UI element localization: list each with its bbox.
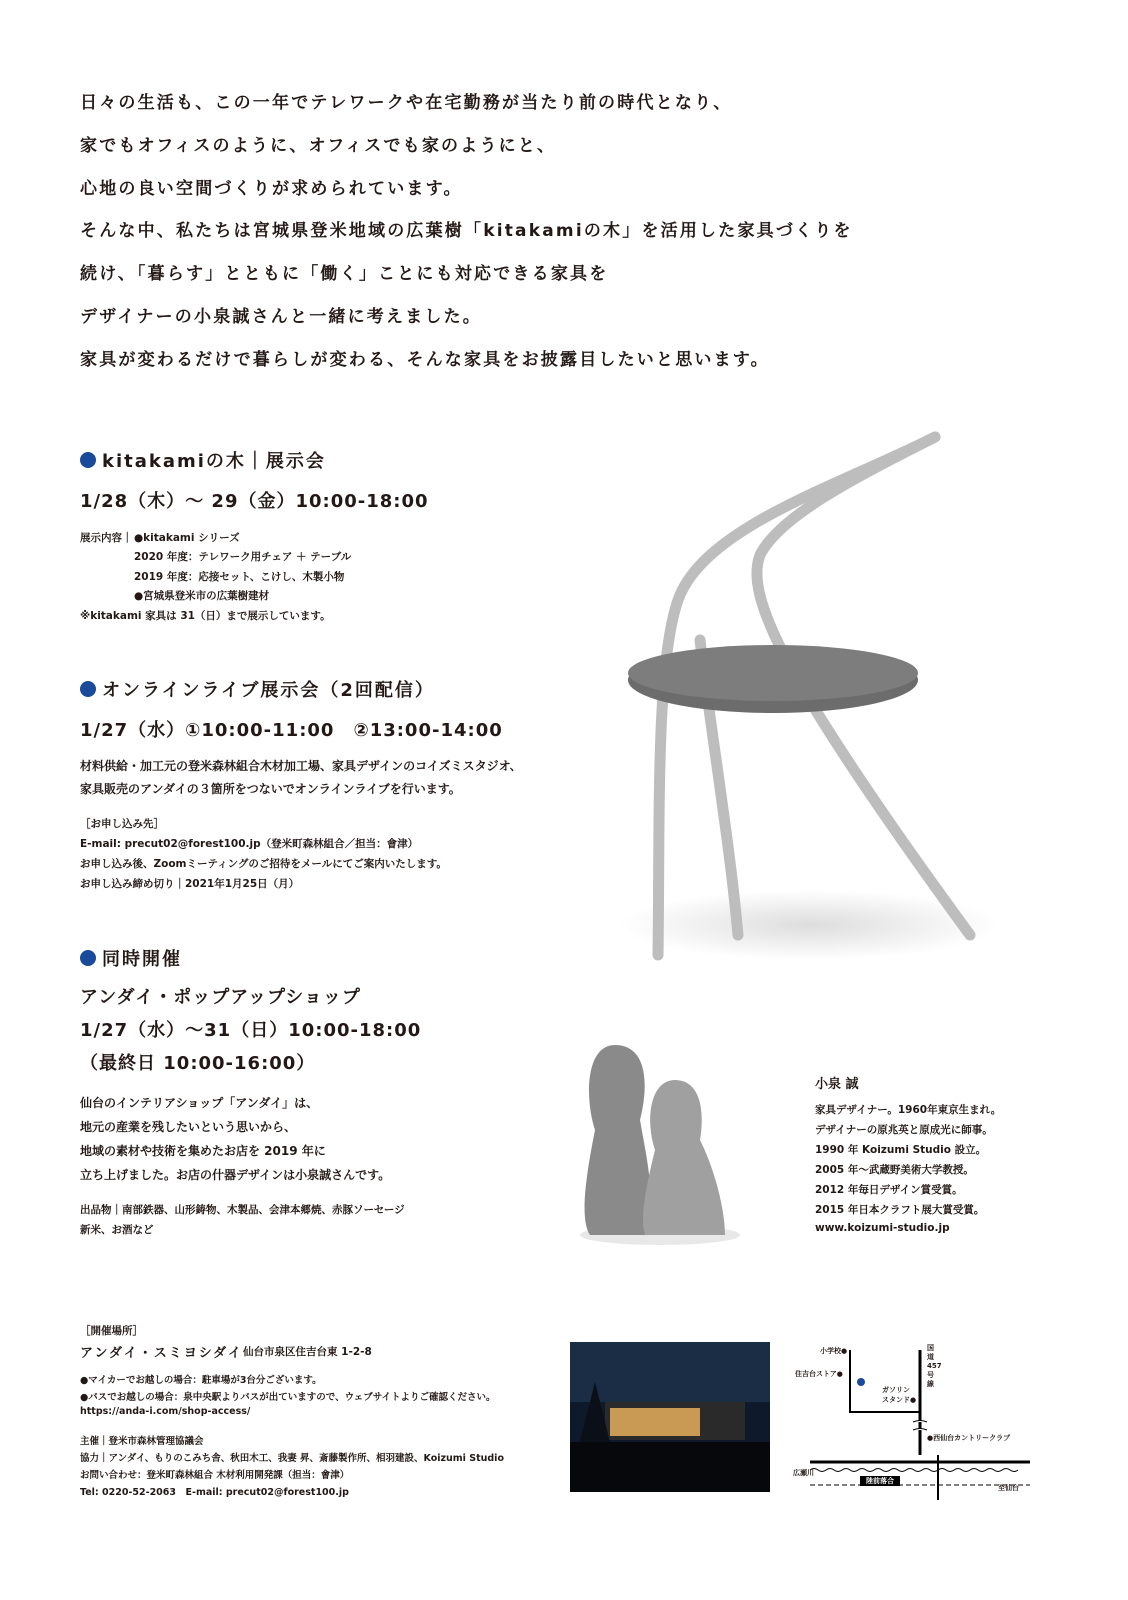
intro-line: 家具が変わるだけで暮らしが変わる、そんな家具をお披露目したいと思います。: [80, 350, 770, 370]
credit-tel-email: Tel: 0220-52-2063 E-mail: precut02@forest100.jp: [80, 1487, 349, 1498]
apply-email[interactable]: E-mail: precut02@forest100.jp（登米町森林組合／担当：會津）: [80, 838, 419, 850]
access-map: [790, 1340, 1030, 1500]
intro-line: デザイナーの小泉誠さんと一緒に考えました。: [80, 307, 483, 327]
popup-subtitle: アンダイ・ポップアップショップ: [80, 987, 361, 1008]
intro-line: 日々の生活も、この一年でテレワークや在宅勤務が当たり前の時代となり、: [80, 93, 733, 113]
map-label-gas: ガソリン: [882, 1386, 910, 1394]
popup-title: 同時開催: [102, 949, 182, 970]
venue-address: 仙台市泉区住吉台東 1-2-8: [243, 1346, 372, 1358]
profile-website-link[interactable]: www.koizumi-studio.jp: [815, 1222, 950, 1234]
popup-desc: 立ち上げました。お店の什器デザインは小泉誠さんです。: [80, 1168, 391, 1182]
map-label-school: 小学校●: [820, 1347, 848, 1355]
access-bus: ●バスでお越しの場合：泉中央駅よりバスが出ていますので、ウェブサイトよりご確認ください。: [80, 1392, 496, 1403]
credit-organizer: 主催｜登米市森林管理協議会: [80, 1436, 204, 1447]
apply-label: ［お申し込み先］: [80, 818, 164, 830]
access-car: ●マイカーでお越しの場合：駐車場が3台分ございます。: [80, 1375, 322, 1386]
exhibition-note: ※kitakami 家具は 31（日）まで展示しています。: [80, 610, 331, 622]
map-label-river: 広瀬川: [793, 1469, 814, 1477]
profile-line: 2012 年毎日デザイン賞受賞。: [815, 1184, 963, 1196]
popup-goods: 出品物｜南部鉄器、山形鋳物、木製品、会津本郷焼、赤豚ソーセージ: [80, 1204, 405, 1216]
profile-line: 1990 年 Koizumi Studio 設立。: [815, 1144, 987, 1156]
map-label-route: 国道457号線: [927, 1344, 942, 1388]
venue-label: ［開催場所］: [80, 1325, 143, 1337]
online-desc: 家具販売のアンダイの３箇所をつないでオンラインライブを行います。: [80, 782, 461, 796]
profile-line: 2015 年日本クラフト展大賞受賞。: [815, 1204, 985, 1216]
venue-name: アンダイ・スミヨシダイ: [80, 1346, 243, 1361]
map-label-gas: スタンド●: [882, 1396, 917, 1404]
credit-contact: お問い合わせ：登米町森林組合 木材利用開発課（担当：會津）: [80, 1470, 350, 1481]
popup-desc: 仙台のインテリアショップ「アンダイ」は、: [80, 1096, 319, 1110]
popup-desc: 地域の素材や技術を集めたお店を 2019 年に: [80, 1144, 326, 1158]
profile-name: 小泉 誠: [815, 1077, 859, 1092]
exhibition-title: kitakamiの木｜展示会: [102, 451, 326, 472]
access-link[interactable]: https://anda-i.com/shop-access/: [80, 1406, 251, 1417]
online-title: オンラインライブ展示会（2回配信）: [102, 680, 435, 701]
exhibition-heading: [80, 447, 326, 473]
popup-desc: 地元の産業を残したいという思いから、: [80, 1120, 297, 1134]
intro-line: 続け、「暮らす」とともに「働く」ことにも対応できる家具を: [80, 264, 609, 284]
profile-line: デザイナーの原兆英と原成光に師事。: [815, 1124, 993, 1136]
popup-date-last: （最終日 10:00-16:00）: [80, 1053, 316, 1074]
map-label-store: 住吉台ストア●: [795, 1370, 843, 1378]
map-label-sendai: 至仙台: [998, 1484, 1019, 1492]
apply-deadline: お申し込み締め切り｜2021年1月25日（月）: [80, 878, 300, 890]
map-label-station: 陸前落合: [860, 1476, 900, 1486]
online-desc: 材料供給・加工元の登米森林組合木材加工場、家具デザインのコイズミスタジオ、: [80, 759, 522, 773]
online-heading: [80, 676, 435, 702]
bullet-dot-icon: [80, 950, 96, 966]
map-label-club: ●西仙台カントリークラブ: [927, 1434, 1011, 1442]
venue-marker-icon: [857, 1378, 865, 1386]
bullet-dot-icon: [80, 681, 96, 697]
intro-line: 心地の良い空間づくりが求められています。: [80, 179, 463, 199]
bullet-dot-icon: [80, 452, 96, 468]
exhibition-date: 1/28（木）〜 29（金）10:00-18:00: [80, 491, 429, 512]
popup-heading: [80, 945, 182, 971]
credit-cooperation: 協力｜アンダイ、もりのこみち舎、秋田木工、我妻 昇、斎藤製作所、相羽建設、Koizumi Studio: [80, 1453, 504, 1464]
shop-photo: [570, 1342, 770, 1492]
apply-note: お申し込み後、Zoomミーティングのご招待をメールにてご案内いたします。: [80, 858, 447, 870]
intro-line: 家でもオフィスのように、オフィスでも家のようにと、: [80, 136, 557, 156]
profile-line: 家具デザイナー。1960年東京生まれ。: [815, 1104, 1002, 1116]
exhibition-item: ●宮城県登米市の広葉樹建材: [134, 590, 270, 602]
profile-line: 2005 年〜武蔵野美術大学教授。: [815, 1164, 974, 1176]
intro-line: そんな中、私たちは宮城県登米地域の広葉樹「kitakamiの木」を活用した家具づくりを: [80, 221, 853, 241]
exhibition-label: 展示内容｜: [80, 532, 133, 544]
exhibition-item: 2020 年度：テレワーク用チェア ＋ テーブル: [134, 551, 352, 563]
popup-goods: 新米、お酒など: [80, 1224, 154, 1236]
kokeshi-photo: [575, 1040, 745, 1250]
chair-photo: [610, 425, 1000, 970]
popup-date: 1/27（水）〜31（日）10:00-18:00: [80, 1020, 422, 1041]
exhibition-item: 2019 年度：応接セット、こけし、木製小物: [134, 571, 345, 583]
online-date: 1/27（水）①10:00-11:00 ②13:00-14:00: [80, 720, 503, 741]
exhibition-item: ●kitakami シリーズ: [134, 532, 240, 544]
